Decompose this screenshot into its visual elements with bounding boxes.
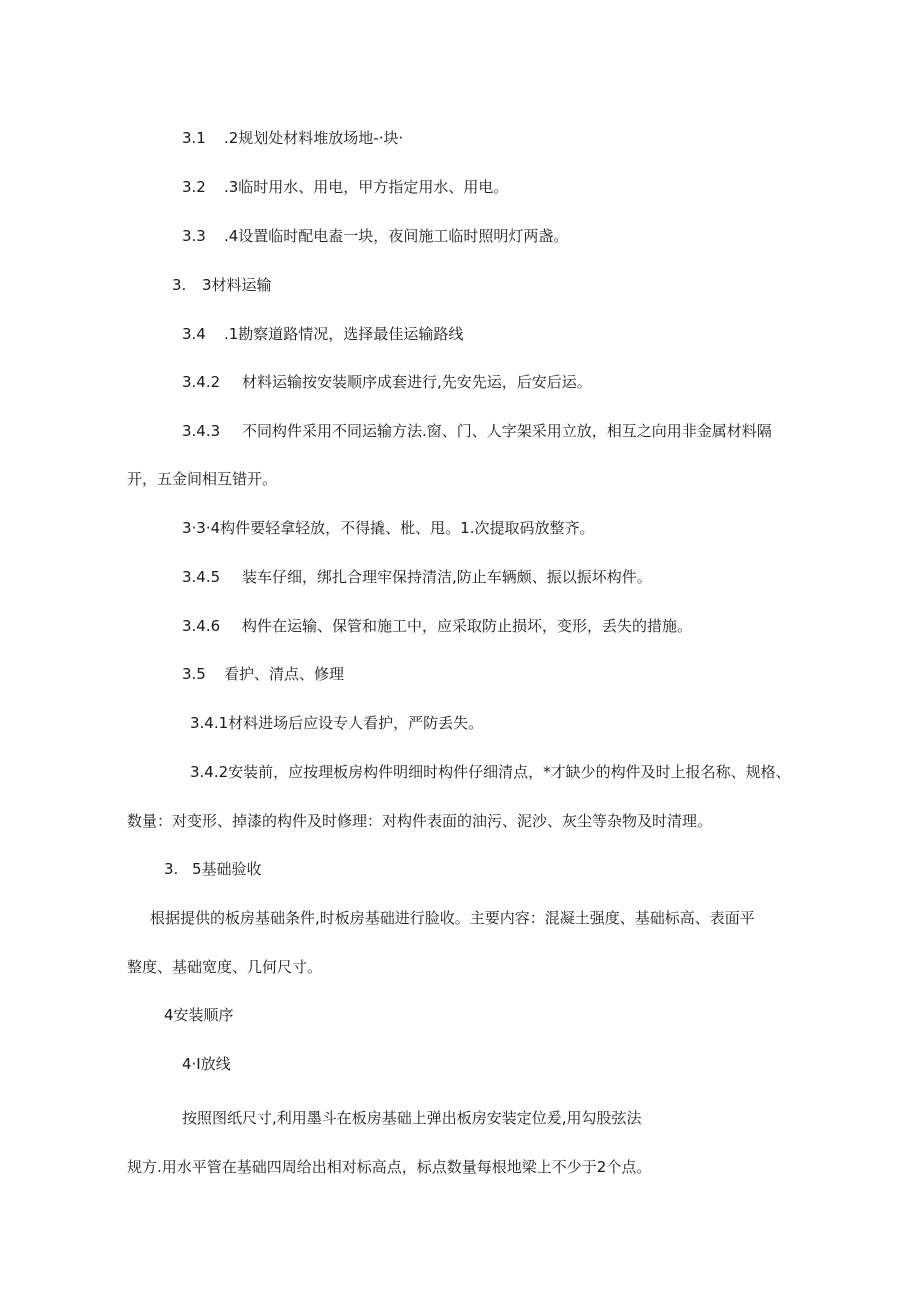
- text-line-continuation: [127, 811, 712, 831]
- text-line-3-3: [182, 226, 568, 246]
- section-heading-installation-order: [164, 1005, 234, 1025]
- section-heading-material-transport: [172, 275, 272, 295]
- text-line-3-1: [182, 128, 403, 148]
- line-text: 看护、清点、修理: [224, 665, 345, 683]
- line-text: 4安装顺序: [164, 1006, 234, 1024]
- line-text: 规方.用水平管在基础四周给出相对标高点，标点数量每根地梁上不少于2个点。: [127, 1158, 652, 1176]
- line-text: 3.4.1材料进场后应设专人看护，严防丢失。: [190, 714, 484, 732]
- line-number: 3.4.5: [182, 568, 221, 586]
- text-line-3-4-2-inventory: [190, 762, 791, 782]
- line-number: 3.: [172, 276, 187, 294]
- text-line-3-2: [182, 177, 508, 197]
- line-number: 3.2: [182, 178, 206, 196]
- line-text: 开，五金间相互错开。: [127, 470, 278, 488]
- line-text: .1勘察道路情况，选择最佳运输路线: [224, 325, 464, 343]
- text-line-3-4-5: [182, 567, 652, 587]
- line-text: 整度、基础宽度、几何尺寸。: [127, 958, 323, 976]
- text-line-foundation: [150, 908, 755, 928]
- line-number: 3.4.3: [182, 422, 221, 440]
- line-text: 3·3·4构件要轻拿轻放，不得撬、枇、甩。1.次提取码放整齐。: [182, 519, 595, 537]
- text-line-3-4-3: [182, 421, 772, 441]
- line-text: 根据提供的板房基础条件,时板房基础进行脸收。主要内容：混凝土强度、基础标高、表面平: [150, 909, 755, 927]
- line-number: 3.5: [182, 665, 206, 683]
- line-number: 3.4: [182, 325, 206, 343]
- text-line-3-3-4: [182, 518, 594, 538]
- text-line-continuation: [127, 469, 277, 489]
- line-text: 构件在运输、保管和施工中，应采取防止损坏，变形，丢失的措施。: [242, 617, 693, 635]
- section-heading-care-inventory-repair: [182, 664, 344, 684]
- line-text: 按照图纸尺寸,利用墨斗在板房基础上弹出板房安装定位爰,用勾股弦法: [182, 1109, 642, 1127]
- text-line-3-4-2: [182, 372, 592, 392]
- text-line-3-4-1: [190, 713, 483, 733]
- text-line-continuation: [127, 1157, 651, 1177]
- line-text: 装车仔细，绑扎合理牢保持清洁,防止车辆颇、振以振坏构件。: [242, 568, 652, 586]
- text-line-layout: [182, 1108, 642, 1128]
- line-text: .4设置临时配电盍一块，夜间施工临时照明灯两盏。: [224, 227, 569, 245]
- line-text: 3.4.2安装前，应按理板房构件明细时构件仔细清点，*才缺少的构件及时上报名称、规格、: [190, 763, 791, 781]
- line-text: 数量：对变形、掉漆的构件及时修理：对构件表面的油污、泥沙、灰尘等杂物及时清理。: [127, 812, 713, 830]
- line-text: 不同构件采用不同运输方法.窗、门、人字架采用立放，相互之向用非金属材料隔: [242, 422, 772, 440]
- line-number: 3.4.6: [182, 617, 221, 635]
- line-number: 3.: [164, 860, 179, 878]
- line-number: 3.3: [182, 227, 206, 245]
- section-heading-layout: [182, 1054, 231, 1074]
- text-line-continuation: [127, 957, 322, 977]
- section-heading-foundation-acceptance: [164, 859, 262, 879]
- line-text: 4·I放线: [182, 1055, 231, 1073]
- line-number: 3.1: [182, 129, 206, 147]
- line-text: 材料运输按安装顺序成套进行,先安先运，后安后运。: [242, 373, 592, 391]
- text-line-3-4-6: [182, 616, 692, 636]
- line-text: .3临时用水、用电，甲方指定用水、用电。: [224, 178, 509, 196]
- line-text: .2规划处材料堆放场地-·块·: [224, 129, 404, 147]
- line-text: 5基础验收: [192, 860, 262, 878]
- line-text: 3材料运输: [202, 276, 272, 294]
- line-number: 3.4.2: [182, 373, 221, 391]
- text-line-3-4: [182, 324, 463, 344]
